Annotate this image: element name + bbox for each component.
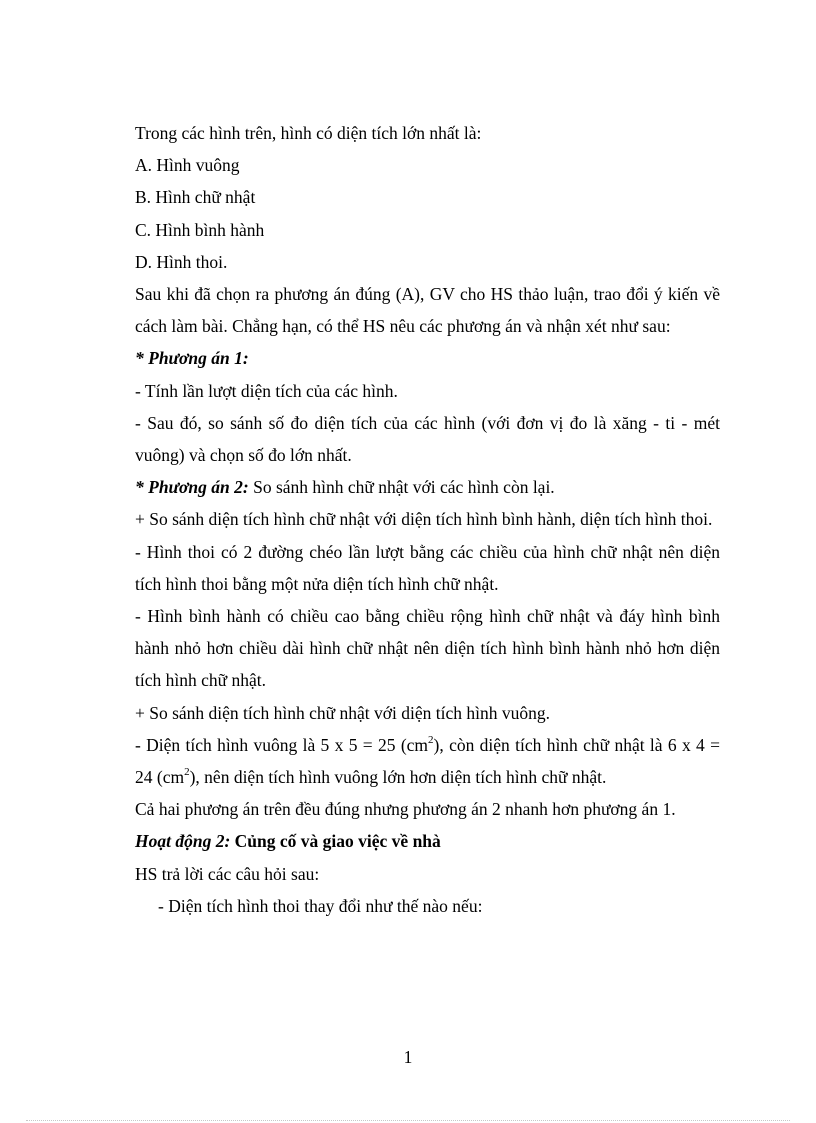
area-calculation <box>135 729 720 793</box>
option1-heading: * Phương án 1: <box>135 348 249 369</box>
answer-option-d: D. Hình thoi. <box>135 251 228 272</box>
page-number: 1 <box>403 1047 413 1067</box>
answer-option-b: B. Hình chữ nhật <box>135 187 256 208</box>
option1-step-1: - Tính lần lượt diện tích của các hình. <box>135 380 398 401</box>
compare-square: + So sánh diện tích hình chữ nhật với diện tích hình vuông. <box>135 702 551 723</box>
option2-summary: So sánh hình chữ nhật với các hình còn lại. <box>248 477 555 498</box>
rhombus-note: - Hình thoi có 2 đường chéo lần lượt bằng các chiều của hình chữ nhật nên diện tích hình thoi bằng một nửa diện tích hình chữ nhật. <box>135 541 720 594</box>
area-calc-part-3: ), nên diện tích hình vuông lớn hơn diện tích hình chữ nhật. <box>189 767 607 788</box>
option2-line <box>135 471 720 503</box>
area-calc-sup-2: 2 <box>184 766 190 779</box>
compare-parallelogram-rhombus: + So sánh diện tích hình chữ nhật với diện tích hình bình hành, diện tích hình thoi. <box>135 509 713 530</box>
area-calc-part-2: ), còn diện tích hình chữ nhật là 6 x 4 = 24 (cm <box>135 734 720 788</box>
conclusion: Cả hai phương án trên đều đúng nhưng phương án 2 nhanh hơn phương án 1. <box>135 799 676 820</box>
activity2-label: Hoạt động 2: <box>135 831 231 852</box>
page-bottom-border <box>26 1120 790 1121</box>
activity2-title: Củng cố và giao việc về nhà <box>230 831 441 852</box>
question-prompt: Trong các hình trên, hình có diện tích lớn nhất là: <box>135 123 482 143</box>
document-body <box>135 117 720 922</box>
activity2-heading <box>135 825 720 857</box>
answer-option-a: A. Hình vuông <box>135 155 240 176</box>
parallelogram-note: - Hình bình hành có chiều cao bằng chiều rộng hình chữ nhật và đáy hình bình hành nhỏ hơn chiều dài hình chữ nhật nên diện tích hình bình hành nhỏ hơn diện tích hình chữ nhật. <box>135 606 720 691</box>
area-calc-sup-1: 2 <box>428 734 434 747</box>
option2-heading: * Phương án 2: <box>135 477 249 498</box>
question-item: - Diện tích hình thoi thay đổi như thế nào nếu: <box>158 895 483 916</box>
answer-option-c: C. Hình bình hành <box>135 219 265 240</box>
intro-paragraph: Sau khi đã chọn ra phương án đúng (A), GV cho HS thảo luận, trao đổi ý kiến về cách làm bài. Chẳng hạn, có thể HS nêu các phương án và nhận xét như sau: <box>135 284 720 337</box>
option1-step-2: - Sau đó, so sánh số đo diện tích của các hình (với đơn vị đo là xăng - ti - mét vuông) và chọn số đo lớn nhất. <box>135 412 720 466</box>
area-calc-part-1: - Diện tích hình vuông là 5 x 5 = 25 (cm <box>135 734 429 755</box>
questions-intro: HS trả lời các câu hỏi sau: <box>135 863 320 884</box>
